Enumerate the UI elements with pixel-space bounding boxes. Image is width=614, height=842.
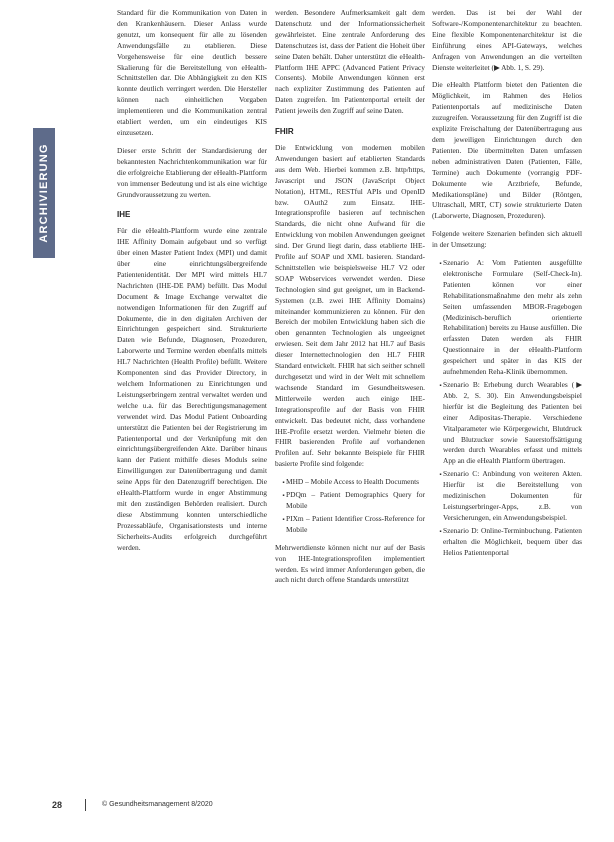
profile-list (275, 477, 425, 536)
list-item: • Szenario B: Erhebung durch Wearables (▶ Abb. 2, S. 30). Ein Anwendungsbeispiel hierfür ist die Begleitung des Patienten bei einer Adipositas-Therapie. Verschiedene Vitalparameter wie Körpergewicht, Blutdruck und Blutzucker sowie Sauerstoffsättigung werden durch Wearables erfasst und mittels App an die eHealth Plattform übertragen. (443, 380, 582, 467)
column-1 (117, 8, 267, 561)
column-2 (275, 8, 425, 593)
paragraph: Mehrwertdienste können nicht nur auf der Basis von IHE-Integrationsprofilen implementiert werden. Es wird immer Anforderungen geben, die auch nicht durch offene Standards unterstützt (275, 542, 425, 585)
publication-source: © Gesundheitsmanagement 8/2020 (102, 801, 213, 808)
section-heading-ihe: IHE (117, 210, 131, 220)
section-heading-fhir: FHIR (275, 127, 294, 137)
section-tab-label: ARCHIVIERUNG (38, 143, 50, 243)
paragraph: Standard für die Kommunikation von Daten in den Krankenhäusern. Dieser Anlass wurde genutzt, um konsequent für alle zu lösenden Anwendungsfälle zu etablieren. Diese Vorgehensweise für eine deutlich bessere Skalierung für die Bereitstellung von eHealth-Schnittstellen dar. Die Abhängigkeit zu den KIS konnte deutlich verringert werden. Die Hersteller können nach einheitlichen Vorgaben implementieren und die Kommunikation zentral etabliert werden, um ein eindeutiges KIS einzusetzen. (117, 8, 267, 137)
paragraph: Folgende weitere Szenarien befinden sich aktuell in der Umsetzung: (432, 229, 582, 250)
list-item: • PDQm – Patient Demographics Query for Mobile (286, 490, 425, 512)
column-3 (432, 8, 582, 566)
page-number: 28 (52, 800, 63, 810)
list-item: • MHD – Mobile Access to Health Documents (286, 477, 425, 488)
paragraph: Dieser erste Schritt der Standardisierung der bekanntesten Nachrichtenkommunikation war für die erfolgreiche Etablierung der eHealth-Plattform von immenser Bedeutung und ist als eine wichtige Grundvoraussetzung zu werten. (117, 145, 267, 199)
paragraph: Die Entwicklung von modernen mobilen Anwendungen basiert auf etablierten Standards aus dem Web. Hierbei kommen z.B. http/https, Javascript und JSON (JavaScript Object Notation), HTML, RESTful APIs und OpenID bzw. OAuth2 zum Einsatz. IHE-Integrationsprofile basieren auf technischen Standards, die nicht ohne Aufwand für die Entwicklung von mobilen Anwendungen geeignet sind. Der Grund liegt darin, dass etablierte IHE-Profile auf SOAP und XML basieren. Standard-Schnittstellen wie beispielsweise HL7 V2 oder SOAP Webservices verwendet werden. Diese Technologien sind gut geeignet, um in Backend-Systemen (z.B. zwei IHE Affinity Domains) miteinander kommunizieren zu können. Für den Bereich der mobilen Entwicklung haben sich die oben genannten Technologien als ungeeignet erwiesen. Seit dem Jahr 2012 hat HL7 auf Basis dieser Internettechnologien den HL7 FHIR Standard entwickelt. FHIR hat sich seither schnell durchgesetzt und wird in der Welt mit schnellem wachsende Standard im Gesundheitswesen. Mittlerweile werden auch einige IHE-Integrationsprofile auf der Basis von FHIR entwickelt. Das bedeutet nicht, dass vorhandene IHE-Profile ersetzt werden. Vielmehr bieten die FHIR basierenden Profile auf vorhandenen Profilen auf. Sehr bekannte Beispiele für FHIR basierte Profile sind folgende: (275, 142, 425, 469)
list-item: • PIXm – Patient Identifier Cross-Reference for Mobile (286, 514, 425, 536)
scenario-list (432, 258, 582, 558)
paragraph: werden. Das ist bei der Wahl der Software-/Komponentenarchitektur zu beachten. Eine flexible Komponentenarchitektur ist die Einführung eines API-Gateways, welches Anfragen von Anwendungen an die verteilten Dienste weiterleitet (▶ Abb. 1, S. 29). (432, 8, 582, 72)
paragraph: Für die eHealth-Plattform wurde eine zentrale IHE Affinity Domain aufgebaut und so verfügt über einen Master Patient Index (MPI) und damit über eine einrichtungsübergreifende Patientenidentität. Der MPI wird mittels HL7 Nachrichten (IHE-DE PAM) befüllt. Das Modul Document & Image Exchange verwaltet die notwendigen Informationen für den Zugriff auf Dokumente, die in den digitalen Archiven der Einrichtungen gespeichert sind. Strukturierte Daten wie Befunde, Diagnosen, Prozeduren, Laborwerte und Termine werden ebenfalls mittels HL7 Nachrichten (Health Profile) befüllt. Weitere Komponenten sind das Provider Directory, in welchem Informationen zu Einrichtungen und Leistungserbringern zentral verwaltet werden und welche u.a. für das Berechtigungsmanagement verwendet wird. Das Modul Patient Onboarding unterstützt die Patienten bei der Registrierung im Patientenportal und der Verknüpfung mit den einrichtungsübergreifenden Akte. Darüber hinaus kann der Patient mithilfe dieses Moduls seine Einwilligungen zur Datenübertragung und damit seine Apps für den Datenzugriff berechtigen. Die eHealth-Plattform wurde in enger Abstimmung mit den zuständigen Behörden realisiert. Durch diese Abstimmung konnten unterschiedliche Prozessabläufe, Organisationstests und interne Sicherheits-Audits erfolgreich durchgeführt werden. (117, 226, 267, 552)
paragraph: werden. Besondere Aufmerksamkeit galt dem Datenschutz und der Informationssicherheit gewährleistet. Eine zentrale Anforderung des Datenschutzes ist, dass der Patient die Hoheit über seine Daten behält. Daher unterstützt die eHealth-Plattform IHE APPC (Advanced Patient Privacy Consents). Mobile Anwendungen können erst nach expliziter Zustimmung des Patienten auf Daten zugreifen. Im Patientenportal erteilt der Patient jeweils den Zugriff auf seine Daten. (275, 8, 425, 116)
list-item: • Szenario D: Online-Terminbuchung. Patienten erhalten die Möglichkeit, bequem über das Helios Patientenportal (443, 526, 582, 559)
list-item: • Szenario A: Vom Patienten ausgefüllte elektronische Formulare (Self-Check-In). Patienten können vor einer Rehabilitationsmaßnahme den mehr als zehn Seiten umfassenden MBOR-Fragebogen (Medizinisch-beruflich orientierte Rehabilitation) bereits zu Hause ausfüllen. Die erfassten Daten werden als FHIR Questionnaire in der eHealth-Plattform gespeichert und später in das KIS der aufnehmenden Reha-Klinik übernommen. (443, 258, 582, 378)
footer-divider (85, 799, 86, 811)
list-item: • Szenario C: Anbindung von weiteren Akten. Hierfür ist die Bereitstellung von medizinischen Dokumenten für Leistungserbringer-Apps, z.B. von Versicherungen, ein Anwendungsbeispiel. (443, 469, 582, 524)
section-tab (33, 128, 55, 258)
paragraph: Die eHealth Plattform bietet den Patienten die Möglichkeit, im Rahmen des Helios Patientenportals auf medizinische Daten zuzugreifen. Voraussetzung für den Zugriff ist die explizite Freischaltung der Datenübertragung aus dem jeweiligen Einrichtungen durch den Patienten. Die übermittelten Daten umfassen neben administrativen Daten (Patienten, Fälle, Termine) auch Dokumente (vorrangig PDF-Dokumente wie Arztbriefe, Befunde, Medikationspläne) und Bilder (Röntgen, Ultraschall, MRT, CT) sowie strukturierte Daten (Laborwerte, Diagnosen, Prozeduren). (432, 80, 582, 221)
